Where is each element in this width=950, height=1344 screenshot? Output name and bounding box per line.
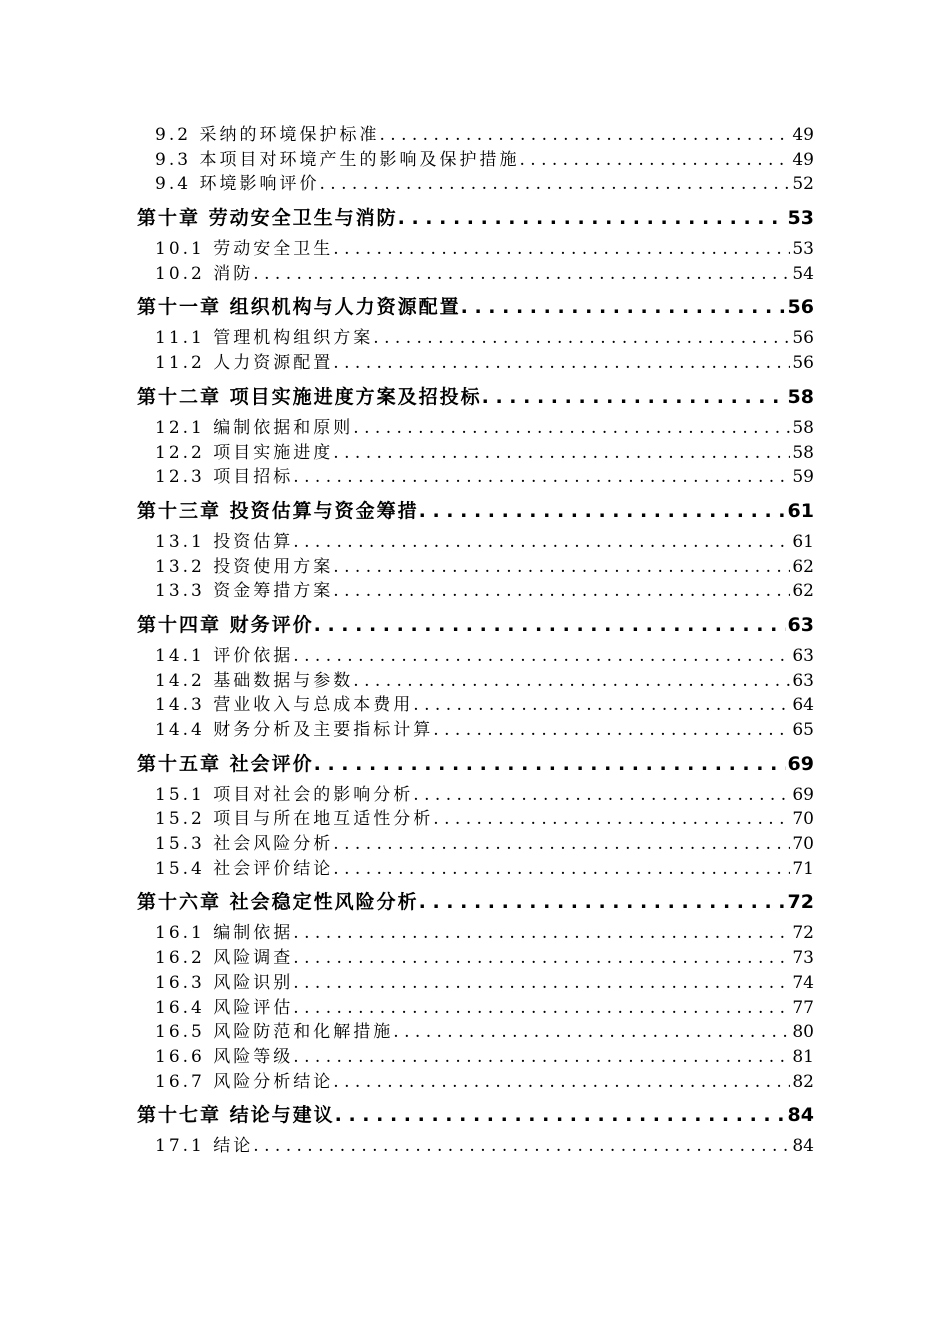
toc-section-entry[interactable] (137, 530, 814, 555)
toc-section-entry[interactable] (137, 172, 814, 197)
toc-page-number: 62 (792, 581, 814, 602)
toc-chapter-entry[interactable] (137, 609, 814, 642)
toc-entry-title: 15.3 社会风险分析 (155, 834, 334, 855)
toc-leader-dots (253, 1134, 790, 1159)
toc-leader-dots (482, 381, 786, 414)
toc-entry-title: 16.6 风险等级 (155, 1046, 294, 1067)
toc-entry-title: 14.3 营业收入与总成本费用 (155, 695, 414, 716)
toc-section-entry[interactable] (137, 148, 814, 173)
toc-leader-dots (393, 1020, 790, 1045)
toc-page-number: 49 (792, 125, 814, 145)
toc-entry-title: 9.3 本项目对环境产生的影响及保护措施 (155, 149, 520, 170)
toc-page-number: 61 (787, 499, 814, 522)
toc-leader-dots (293, 946, 790, 971)
toc-page-number: 61 (792, 531, 814, 552)
toc-leader-dots (333, 579, 790, 604)
toc-leader-dots (314, 609, 786, 642)
toc-page-number: 77 (792, 997, 814, 1018)
toc-section-entry[interactable] (137, 326, 814, 351)
toc-leader-dots (413, 693, 790, 718)
toc-section-entry[interactable] (137, 971, 814, 996)
toc-section-entry[interactable] (137, 465, 814, 490)
toc-page-number: 69 (787, 752, 814, 775)
toc-entry-title: 16.4 风险评估 (155, 997, 294, 1018)
toc-entry-title: 16.5 风险防范和化解措施 (155, 1022, 394, 1043)
toc-section-entry[interactable] (137, 921, 814, 946)
toc-leader-dots (333, 441, 790, 466)
toc-entry-title: 13.3 资金筹措方案 (155, 581, 334, 602)
toc-section-entry[interactable] (137, 555, 814, 580)
toc-leader-dots (333, 857, 790, 882)
table-of-contents (137, 123, 814, 1159)
toc-page-number: 72 (787, 891, 814, 914)
toc-leader-dots (353, 416, 790, 441)
toc-section-entry[interactable] (137, 237, 814, 262)
toc-entry-title: 第十一章 组织机构与人力资源配置 (137, 296, 461, 319)
toc-entry-title: 17.1 结论 (155, 1136, 254, 1157)
toc-leader-dots (293, 530, 790, 555)
toc-page-number: 70 (792, 809, 814, 830)
toc-page-number: 49 (792, 149, 814, 170)
toc-page-number: 80 (792, 1022, 814, 1043)
toc-page-number: 58 (787, 385, 814, 408)
toc-entry-title: 10.1 劳动安全卫生 (155, 239, 334, 260)
toc-entry-title: 11.2 人力资源配置 (155, 353, 334, 374)
toc-page-number: 53 (792, 239, 814, 260)
toc-leader-dots (319, 172, 790, 197)
toc-section-entry[interactable] (137, 996, 814, 1021)
toc-chapter-entry[interactable] (137, 886, 814, 919)
toc-page-number: 69 (792, 784, 814, 805)
toc-section-entry[interactable] (137, 579, 814, 604)
toc-entry-title: 14.1 评价依据 (155, 645, 294, 666)
toc-page-number: 72 (792, 923, 814, 944)
toc-entry-title: 第十四章 财务评价 (137, 613, 314, 636)
toc-leader-dots (293, 996, 790, 1021)
toc-section-entry[interactable] (137, 123, 814, 148)
toc-leader-dots (353, 669, 790, 694)
toc-page-number: 71 (792, 858, 814, 879)
toc-leader-dots (293, 971, 790, 996)
toc-section-entry[interactable] (137, 832, 814, 857)
toc-entry-title: 第十七章 结论与建议 (137, 1104, 335, 1127)
toc-entry-title: 10.2 消防 (155, 263, 254, 284)
toc-leader-dots (333, 237, 790, 262)
toc-leader-dots (419, 495, 786, 528)
toc-chapter-entry[interactable] (137, 748, 814, 781)
toc-chapter-entry[interactable] (137, 495, 814, 528)
toc-chapter-entry[interactable] (137, 202, 814, 235)
toc-entry-title: 15.4 社会评价结论 (155, 858, 334, 879)
toc-leader-dots (293, 465, 790, 490)
toc-leader-dots (293, 644, 790, 669)
toc-entry-title: 12.2 项目实施进度 (155, 442, 334, 463)
toc-page-number: 59 (792, 467, 814, 488)
toc-leader-dots (519, 148, 790, 173)
toc-page-number: 63 (787, 613, 814, 636)
toc-leader-dots (461, 291, 786, 324)
toc-section-entry[interactable] (137, 644, 814, 669)
toc-section-entry[interactable] (137, 693, 814, 718)
toc-leader-dots (293, 1045, 790, 1070)
toc-section-entry[interactable] (137, 807, 814, 832)
toc-section-entry[interactable] (137, 783, 814, 808)
toc-entry-title: 9.2 采纳的环境保护标准 (155, 125, 380, 145)
toc-leader-dots (398, 202, 786, 235)
toc-entry-title: 第十章 劳动安全卫生与消防 (137, 207, 398, 230)
toc-leader-dots (379, 123, 790, 148)
toc-page-number: 64 (792, 695, 814, 716)
toc-section-entry[interactable] (137, 351, 814, 376)
toc-leader-dots (433, 718, 790, 743)
toc-section-entry[interactable] (137, 1134, 814, 1159)
toc-entry-title: 11.1 管理机构组织方案 (155, 328, 374, 349)
toc-leader-dots (335, 1099, 786, 1132)
toc-section-entry[interactable] (137, 1020, 814, 1045)
toc-entry-title: 13.2 投资使用方案 (155, 556, 334, 577)
toc-entry-title: 12.1 编制依据和原则 (155, 417, 354, 438)
toc-leader-dots (314, 748, 786, 781)
toc-entry-title: 16.1 编制依据 (155, 923, 294, 944)
toc-entry-title: 9.4 环境影响评价 (155, 174, 320, 195)
toc-page-number: 56 (787, 296, 814, 319)
toc-page-number: 56 (792, 353, 814, 374)
toc-page-number: 58 (792, 442, 814, 463)
toc-page-number: 62 (792, 556, 814, 577)
toc-leader-dots (419, 886, 786, 919)
toc-leader-dots (413, 783, 790, 808)
toc-entry-title: 13.1 投资估算 (155, 531, 294, 552)
toc-entry-title: 第十六章 社会稳定性风险分析 (137, 891, 419, 914)
toc-page-number: 52 (792, 174, 814, 195)
toc-page-number: 70 (792, 834, 814, 855)
toc-page-number: 63 (792, 670, 814, 691)
toc-section-entry[interactable] (137, 718, 814, 743)
toc-leader-dots (333, 351, 790, 376)
toc-chapter-entry[interactable] (137, 381, 814, 414)
toc-entry-title: 第十二章 项目实施进度方案及招投标 (137, 385, 482, 408)
toc-leader-dots (433, 807, 790, 832)
toc-leader-dots (333, 832, 790, 857)
toc-section-entry[interactable] (137, 1070, 814, 1095)
toc-leader-dots (333, 555, 790, 580)
toc-section-entry[interactable] (137, 441, 814, 466)
toc-leader-dots (293, 921, 790, 946)
toc-section-entry[interactable] (137, 946, 814, 971)
toc-page-number: 65 (792, 720, 814, 740)
toc-entry-title: 16.2 风险调查 (155, 948, 294, 969)
toc-page-number: 82 (792, 1071, 814, 1092)
toc-page-number: 53 (787, 207, 814, 230)
toc-chapter-entry[interactable] (137, 1099, 814, 1132)
toc-chapter-entry[interactable] (137, 291, 814, 324)
toc-leader-dots (333, 1070, 790, 1095)
toc-page-number: 73 (792, 948, 814, 969)
toc-entry-title: 第十五章 社会评价 (137, 752, 314, 775)
toc-section-entry[interactable] (137, 1045, 814, 1070)
toc-page-number: 56 (792, 328, 814, 349)
toc-page-number: 81 (792, 1046, 814, 1067)
toc-entry-title: 16.3 风险识别 (155, 972, 294, 993)
toc-page-number: 63 (792, 645, 814, 666)
toc-leader-dots (253, 262, 790, 287)
toc-page-number: 74 (792, 972, 814, 993)
toc-page-number: 84 (787, 1104, 814, 1127)
toc-page-number: 84 (792, 1136, 814, 1157)
toc-entry-title: 第十三章 投资估算与资金筹措 (137, 499, 419, 522)
toc-entry-title: 16.7 风险分析结论 (155, 1071, 334, 1092)
toc-entry-title: 14.2 基础数据与参数 (155, 670, 354, 691)
toc-section-entry[interactable] (137, 857, 814, 882)
toc-section-entry[interactable] (137, 262, 814, 287)
toc-entry-title: 15.2 项目与所在地互适性分析 (155, 809, 434, 830)
toc-entry-title: 15.1 项目对社会的影响分析 (155, 784, 414, 805)
toc-page-number: 58 (792, 417, 814, 438)
toc-section-entry[interactable] (137, 416, 814, 441)
toc-section-entry[interactable] (137, 669, 814, 694)
toc-entry-title: 12.3 项目招标 (155, 467, 294, 488)
toc-leader-dots (373, 326, 790, 351)
toc-page-number: 54 (792, 263, 814, 284)
toc-entry-title: 14.4 财务分析及主要指标计算 (155, 720, 434, 740)
